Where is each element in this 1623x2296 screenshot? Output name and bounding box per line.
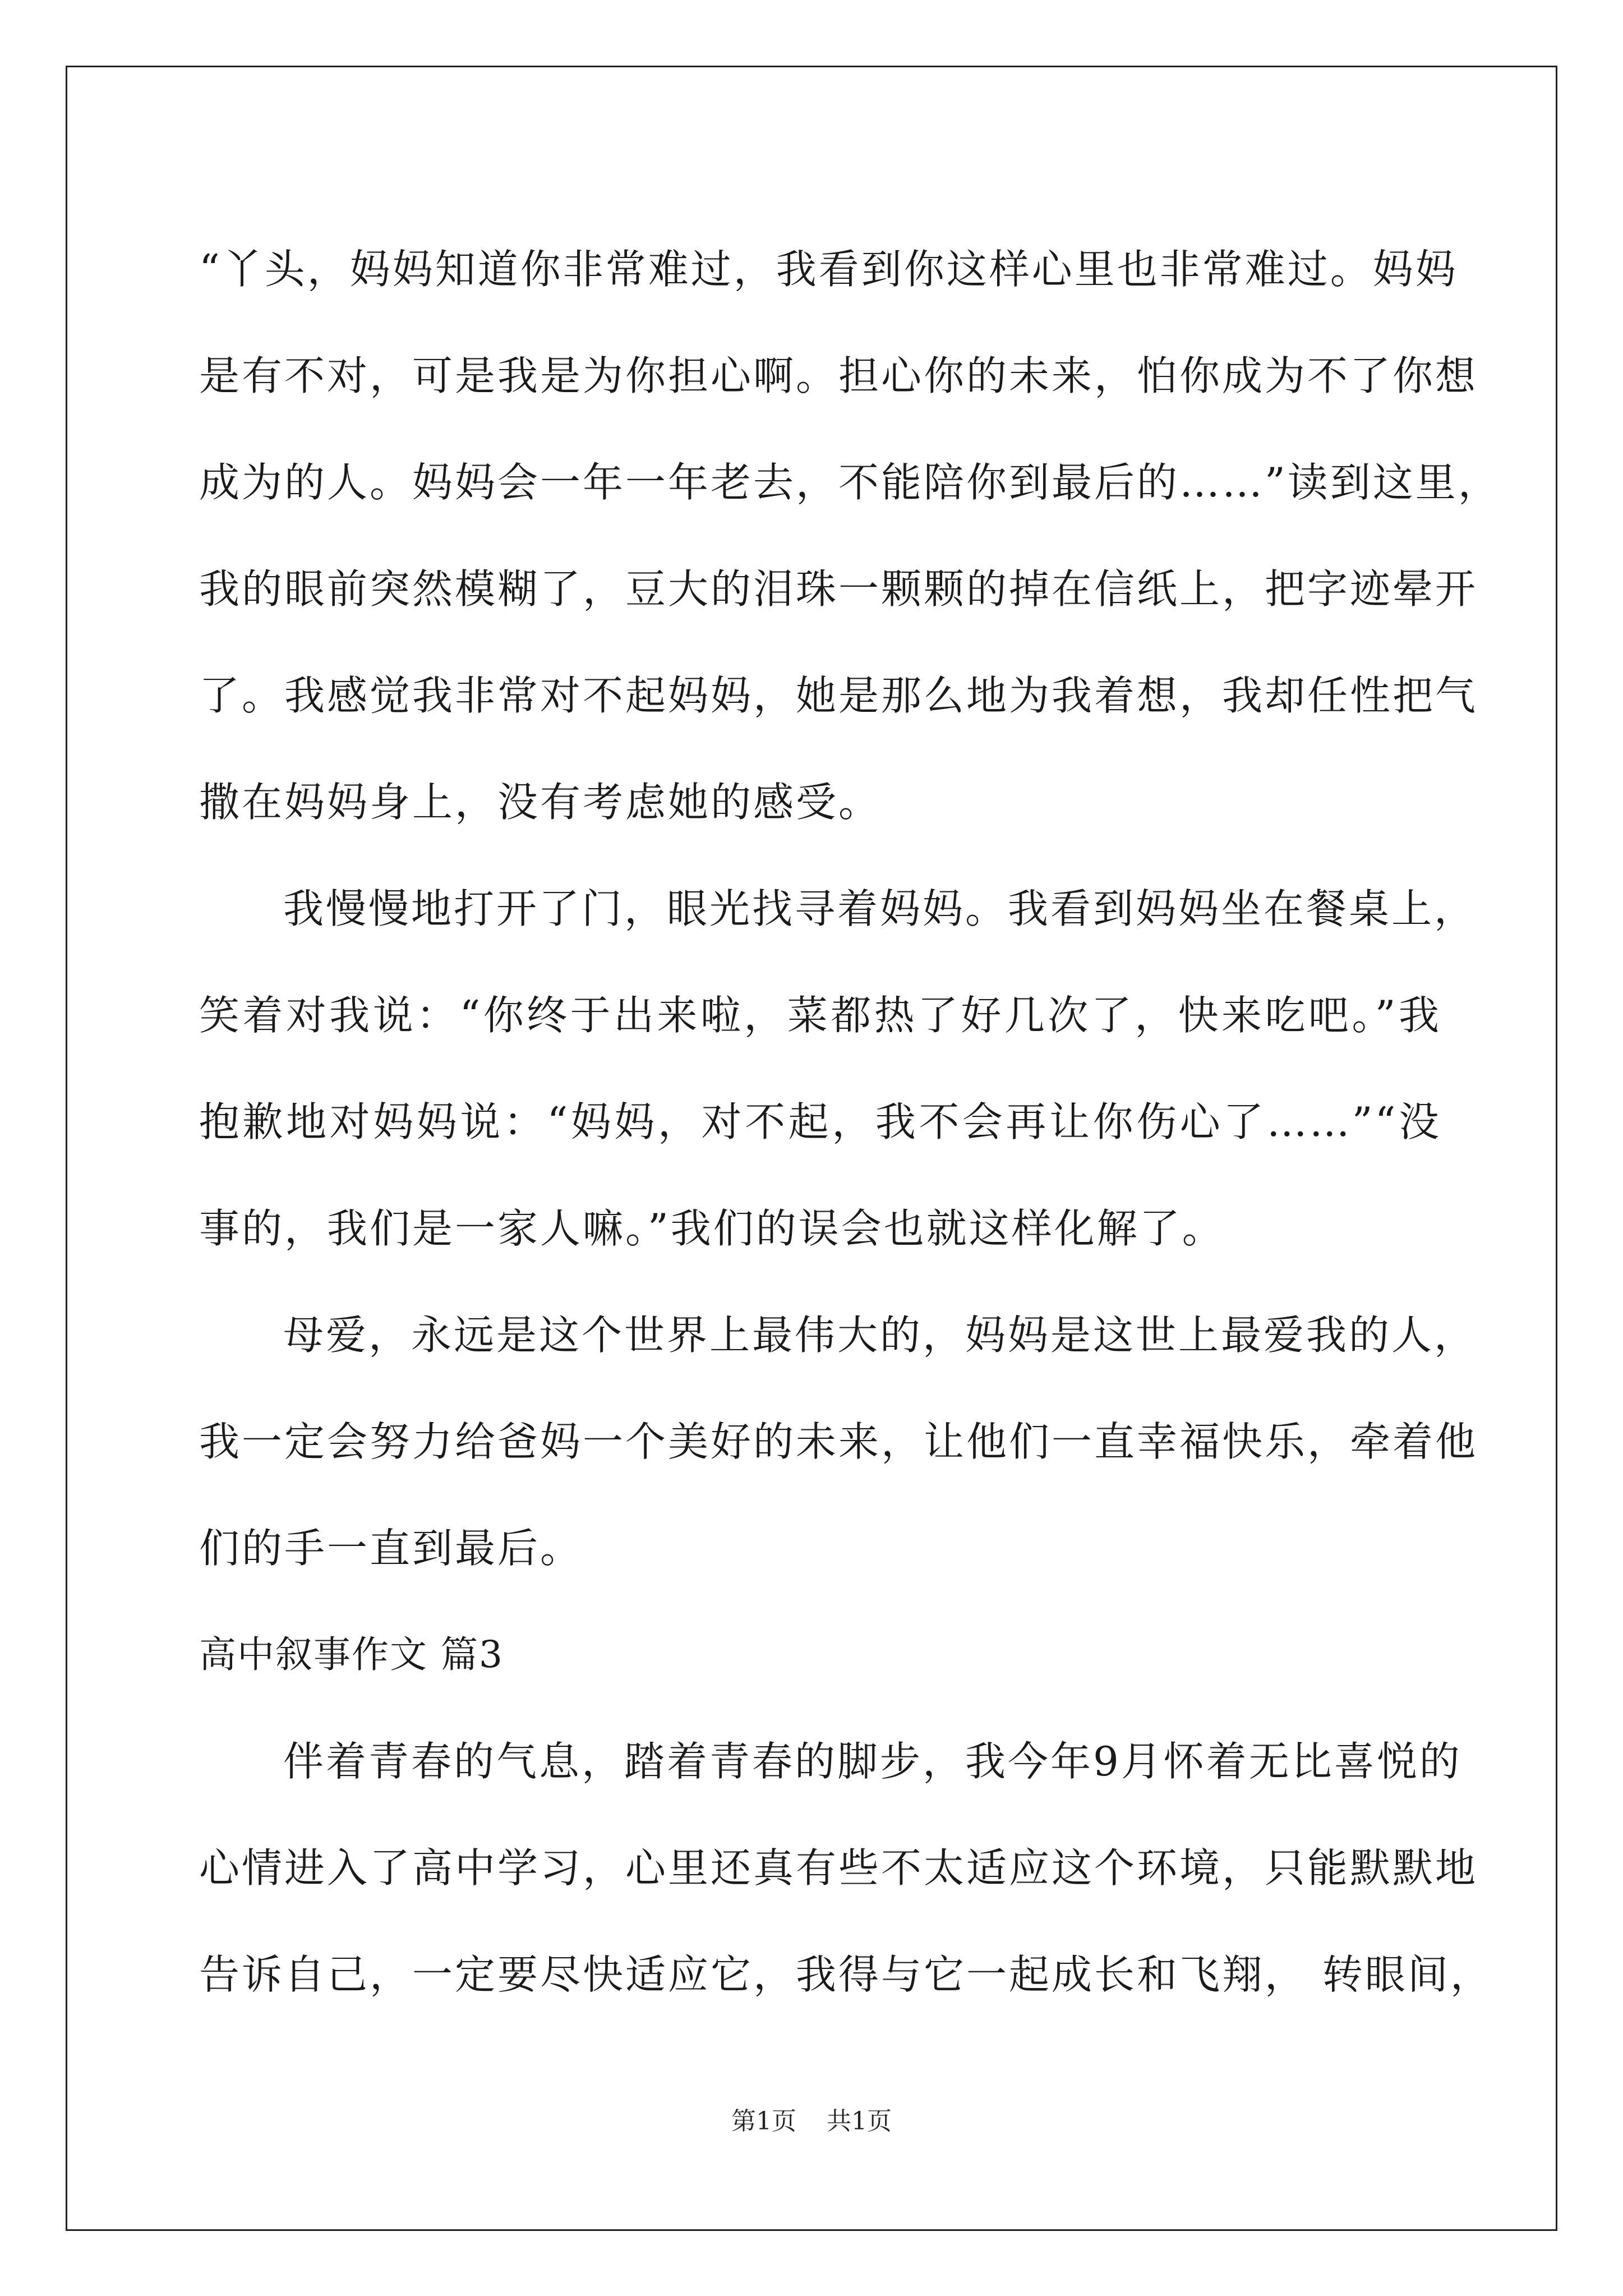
text-line: 了。我感觉我非常对不起妈妈，她是那么地为我着想，我却任性把气	[199, 672, 1478, 719]
paragraph-3	[199, 1282, 1478, 1602]
text-line: 抱歉地对妈妈说：“妈妈，对不起，我不会再让你伤心了……”“没	[199, 1098, 1441, 1145]
text-line: 心情进入了高中学习，心里还真有些不太适应这个环境，只能默默地	[199, 1844, 1478, 1892]
text-line: 笑着对我说：“你终于出来啦，菜都热了好几次了，快来吃吧。”我	[199, 992, 1441, 1039]
paragraph-2	[199, 855, 1477, 1282]
page-total: 共1页	[827, 2107, 892, 2136]
text-line: 是有不对，可是我是为你担心啊。担心你的未来，怕你成为不了你想	[199, 352, 1478, 399]
paragraph-1	[199, 216, 1501, 855]
text-line: 事的，我们是一家人嘛。”我们的误会也就这样化解了。	[199, 1205, 1225, 1252]
text-line: 我的眼前突然模糊了，豆大的泪珠一颗颗的掉在信纸上，把字迹晕开	[199, 565, 1478, 613]
text-line: “丫头，妈妈知道你非常难过，我看到你这样心里也非常难过。妈妈	[199, 246, 1458, 293]
page-number: 第1页	[731, 2107, 796, 2136]
text-line: 告诉自己，一定要尽快适应它，我得与它一起成长和飞翔， 转眼间，	[199, 1951, 1493, 1998]
text-line: 母爱，永远是这个世界上最伟大的，妈妈是这世上最爱我的人，	[283, 1312, 1477, 1359]
text-line: 们的手一直到最后。	[199, 1525, 583, 1572]
text-line: 撒在妈妈身上，没有考虑她的感受。	[199, 779, 882, 826]
text-line: 成为的人。妈妈会一年一年老去，不能陪你到最后的……”读到这里，	[199, 459, 1501, 506]
page-footer	[0, 2101, 1623, 2137]
text-line: 我慢慢地打开了门，眼光找寻着妈妈。我看到妈妈坐在餐桌上，	[283, 885, 1477, 932]
document-body	[199, 216, 1501, 2028]
section-heading: 高中叙事作文 篇3	[199, 1633, 504, 1676]
text-line: 我一定会努力给爸妈一个美好的未来，让他们一直幸福快乐，牵着他	[199, 1418, 1478, 1465]
text-line: 伴着青春的气息，踏着青春的脚步，我今年9月怀着无比喜悦的	[283, 1738, 1462, 1785]
paragraph-4	[199, 1708, 1493, 2028]
